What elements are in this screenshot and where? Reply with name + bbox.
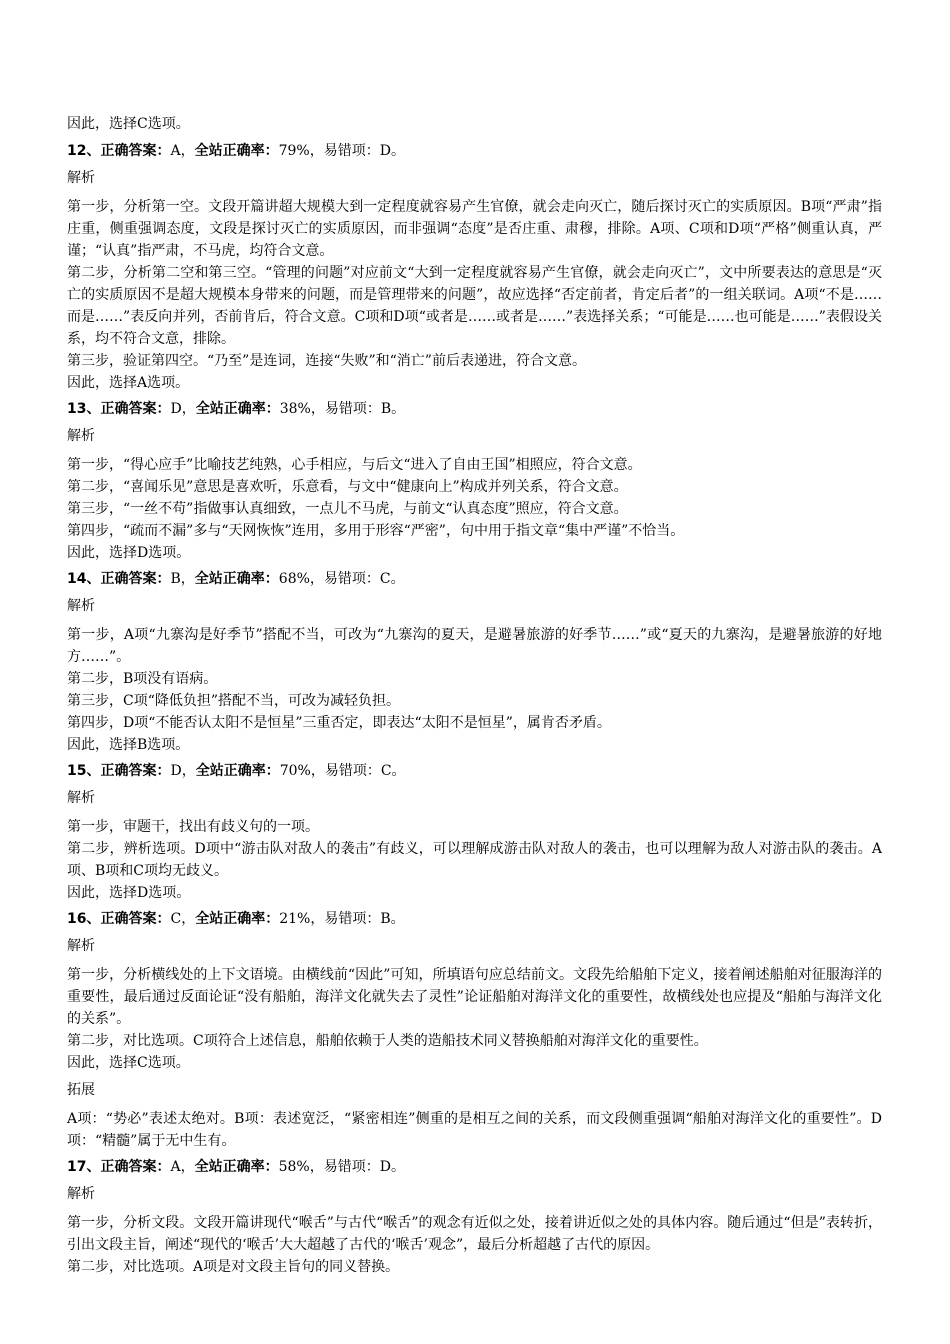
- analysis-step: 第一步，“得心应手”比喻技艺纯熟，心手相应，与后文“进入了自由王国”相照应，符合文意。: [67, 457, 642, 473]
- question-block: [67, 908, 882, 1152]
- analysis-step: 第三步，C项“降低负担”搭配不当，可改为减轻负担。: [67, 693, 401, 709]
- analysis-step: 因此，选择C选项。: [67, 1055, 190, 1071]
- analysis-label: 解析: [67, 790, 95, 806]
- analysis-step: 第一步，分析横线处的上下文语境。由横线前“因此”可知，所填语句应总结前文。文段先给船舶下定义，接着阐述船舶对征服海洋的重要性，最后通过反面论证“没有船舶，海洋文化就失去了灵性”论证船舶对海洋文化的重要性，故横线处也应提及“船舶与海洋文化的关系”。: [67, 967, 882, 1027]
- analysis-step: 因此，选择A选项。: [67, 375, 190, 391]
- question-number-label: 13、正确答案：: [67, 401, 171, 417]
- question-number-label: 15、正确答案：: [67, 763, 171, 779]
- answer-header: [67, 760, 882, 782]
- analysis-step: 第四步，D项“不能否认太阳不是恒星”三重否定，即表达“太阳不是恒星”，属肯否矛盾。: [67, 715, 611, 731]
- answer-document: [67, 113, 882, 1278]
- correct-answer: A，: [170, 1159, 195, 1175]
- accuracy-value: 68%，易错项：C。: [278, 571, 405, 587]
- extension-text: A项：“势必”表述太绝对。B项：表述宽泛，“紧密相连”侧重的是相互之间的关系，而文段侧重强调“船舶对海洋文化的重要性”。D项：“精髓”属于无中生有。: [67, 1111, 882, 1149]
- correct-answer: D，: [170, 763, 196, 779]
- analysis-step: 第四步，“疏而不漏”多与“天网恢恢”连用，多用于形容“严密”，句中用于指文章“集中严谨”不恰当。: [67, 523, 685, 539]
- answer-header: [67, 568, 882, 590]
- analysis-step: 因此，选择D选项。: [67, 545, 191, 561]
- analysis-step: 第一步，审题干，找出有歧义句的一项。: [67, 819, 319, 835]
- accuracy-label: 全站正确率：: [194, 143, 279, 159]
- accuracy-label: 全站正确率：: [194, 1159, 279, 1175]
- accuracy-value: 38%，易错项：B。: [279, 401, 406, 417]
- analysis-step: 第一步，A项“九寨沟是好季节”搭配不当，可改为“九寨沟的夏天，是避暑旅游的好季节……”或“夏天的九寨沟，是避暑旅游的好地方……”。: [67, 627, 882, 665]
- answer-header: [67, 140, 882, 162]
- analysis-step: 第二步，对比选项。A项是对文段主旨句的同义替换。: [67, 1259, 400, 1275]
- accuracy-value: 58%，易错项：D。: [278, 1159, 405, 1175]
- accuracy-value: 21%，易错项：B。: [279, 911, 405, 927]
- extension-label: 拓展: [67, 1082, 95, 1098]
- analysis-step: 第二步，对比选项。C项符合上述信息，船舶依赖于人类的造船技术同义替换船舶对海洋文化的重要性。: [67, 1033, 708, 1049]
- answer-header: [67, 1156, 882, 1178]
- analysis-step: 第一步，分析第一空。文段开篇讲超大规模大到一定程度就容易产生官僚，就会走向灭亡，随后探讨灭亡的实质原因。B项“严肃”指庄重，侧重强调态度，文段是探讨灭亡的实质原因，而非强调“态度”是否庄重、肃穆，排除。A项、C项和D项“严格”侧重认真，严谨；“认真”指严肃，不马虎，均符合文意。: [67, 199, 882, 259]
- analysis-step: 第二步，分析第二空和第三空。“管理的问题”对应前文“大到一定程度就容易产生官僚，就会走向灭亡”，文中所要表达的意思是“灭亡的实质原因不是超大规模本身带来的问题，而是管理带来的问题”，故应选择“否定前者，肯定后者”的一组关联词。A项“不是……而是……”表反向并列，否前肯后，符合文意。C项和D项“或者是……或者是……”表选择关系；“可能是……也可能是……”表假设关系，均不符合文意，排除。: [67, 265, 882, 347]
- analysis-step: 第二步，B项没有语病。: [67, 671, 218, 687]
- question-block: [67, 140, 882, 394]
- analysis-label: 解析: [67, 170, 95, 186]
- analysis-step: 第三步，“一丝不苟”指做事认真细致，一点儿不马虎，与前文“认真态度”照应，符合文意。: [67, 501, 628, 517]
- correct-answer: A，: [170, 143, 195, 159]
- analysis-label: 解析: [67, 428, 95, 444]
- analysis-label: 解析: [67, 938, 95, 954]
- accuracy-label: 全站正确率：: [195, 763, 280, 779]
- accuracy-label: 全站正确率：: [195, 911, 280, 927]
- analysis-step: 因此，选择B选项。: [67, 737, 190, 753]
- answer-header: [67, 908, 882, 930]
- question-number-label: 17、正确答案：: [67, 1159, 171, 1175]
- accuracy-label: 全站正确率：: [195, 401, 280, 417]
- question-number-label: 16、正确答案：: [67, 911, 171, 927]
- question-block: [67, 398, 882, 564]
- analysis-step: 因此，选择D选项。: [67, 885, 191, 901]
- accuracy-value: 79%，易错项：D。: [278, 143, 405, 159]
- accuracy-value: 70%，易错项：C。: [279, 763, 406, 779]
- analysis-step: 第一步，分析文段。文段开篇讲现代“喉舌”与古代“喉舌”的观念有近似之处，接着讲近似之处的具体内容。随后通过“但是”表转折，引出文段主旨，阐述“现代的‘喉舌’大大超越了古代的‘喉舌’观念”，最后分析超越了古代的原因。: [67, 1215, 882, 1253]
- question-number-label: 14、正确答案：: [67, 571, 171, 587]
- analysis-label: 解析: [67, 598, 95, 614]
- intro-conclusion: 因此，选择C选项。: [67, 116, 190, 132]
- correct-answer: B，: [170, 571, 195, 587]
- correct-answer: C，: [170, 911, 196, 927]
- accuracy-label: 全站正确率：: [194, 571, 279, 587]
- question-list: [67, 140, 882, 1278]
- analysis-step: 第二步，辨析选项。D项中“游击队对敌人的袭击”有歧义，可以理解成游击队对敌人的袭击，也可以理解为敌人对游击队的袭击。A项、B项和C项均无歧义。: [67, 841, 882, 879]
- question-number-label: 12、正确答案：: [67, 143, 171, 159]
- analysis-label: 解析: [67, 1186, 95, 1202]
- analysis-step: 第二步，“喜闻乐见”意思是喜欢听，乐意看，与文中“健康向上”构成并列关系，符合文意。: [67, 479, 628, 495]
- question-block: [67, 568, 882, 756]
- answer-header: [67, 398, 882, 420]
- analysis-step: 第三步，验证第四空。“乃至”是连词，连接“失败”和“消亡”前后表递进，符合文意。: [67, 353, 586, 369]
- correct-answer: D，: [170, 401, 196, 417]
- question-block: [67, 1156, 882, 1278]
- question-block: [67, 760, 882, 904]
